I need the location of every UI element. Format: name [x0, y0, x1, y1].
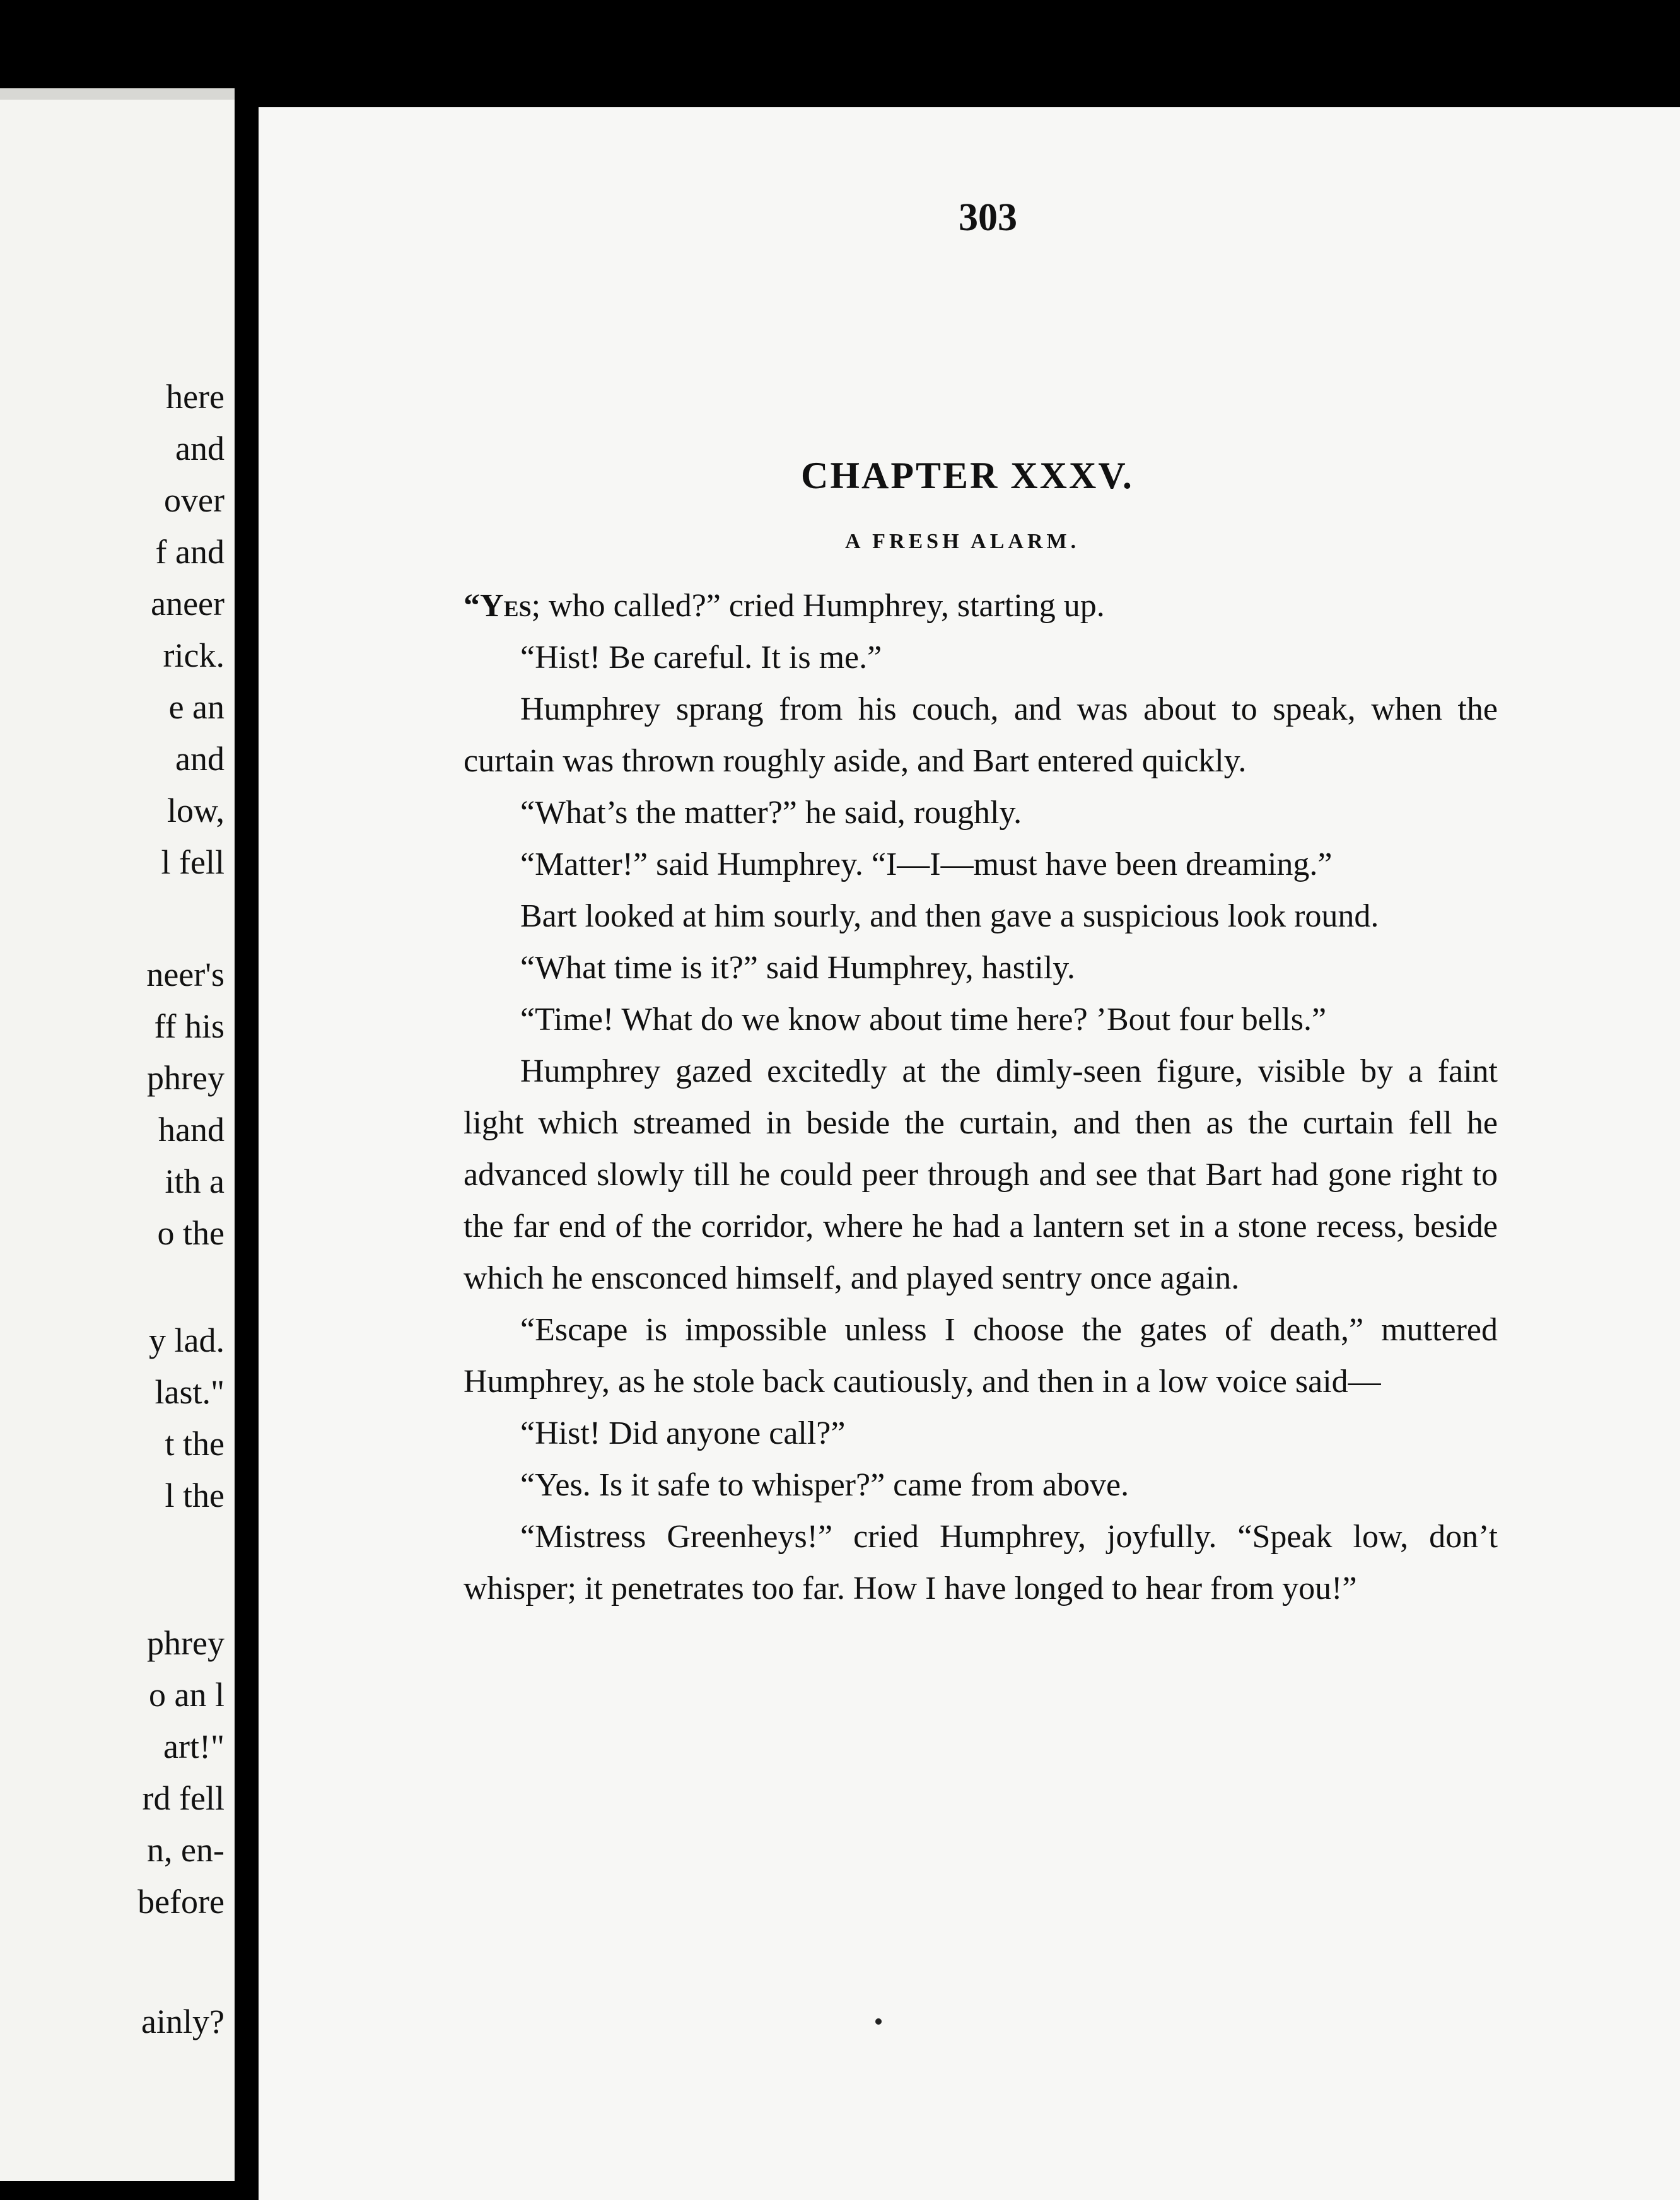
- left-line: o the: [157, 1214, 225, 1252]
- paragraph: [464, 580, 1498, 632]
- paragraph: “Mistress Greenheys!” cried Humphrey, joyfully. “Speak low, don’t whisper; it penetrates too far. How I have longed to hear from you!”: [464, 1519, 1498, 1606]
- paragraph: “Escape is impossible unless I choose the gates of death,” muttered Humphrey, as he stole back cautiously, and then in a low voice said—: [464, 1312, 1498, 1400]
- left-line: low,: [167, 792, 225, 829]
- left-line: art!": [163, 1728, 225, 1765]
- paragraph: “Hist! Did anyone call?”: [520, 1415, 846, 1451]
- paragraph: “Yes. Is it safe to whisper?” came from above.: [520, 1467, 1129, 1503]
- left-line: f and: [155, 533, 225, 571]
- paragraph-text: ; who called?” cried Humphrey, starting up.: [531, 588, 1105, 624]
- left-line: rd fell: [142, 1779, 225, 1817]
- chapter-subtitle: A FRESH ALARM.: [845, 530, 1080, 553]
- book-gutter: [235, 101, 259, 2182]
- paragraph: “Time! What do we know about time here? ’Bout four bells.”: [520, 1002, 1327, 1038]
- left-line: l fell: [161, 843, 225, 881]
- paragraph: Bart looked at him sourly, and then gave a suspicious look round.: [520, 898, 1379, 934]
- paragraph: “Hist! Be careful. It is me.”: [520, 640, 882, 676]
- left-line: aneer: [151, 585, 225, 623]
- left-line: and: [175, 430, 225, 467]
- paragraph-lead: “Yes: [464, 588, 532, 624]
- left-line: phrey: [147, 1624, 225, 1662]
- left-line: t the: [165, 1425, 225, 1463]
- left-line: over: [164, 481, 225, 519]
- paragraph: “What’s the matter?” he said, roughly.: [520, 795, 1022, 831]
- left-line: hand: [158, 1111, 225, 1149]
- paragraph: Humphrey gazed excitedly at the dimly-seen figure, visible by a faint light which streamed in beside the curtain, and then as the curtain fell he advanced slowly till he could peer through and see that Bart had gone right to the far end of the corridor, where he had a lantern set in a stone recess, beside which he ensconced himself, and played sentry once again.: [464, 1053, 1498, 1296]
- left-line: rick.: [163, 636, 225, 674]
- page-number: 303: [959, 196, 1017, 239]
- left-page: [0, 88, 235, 2181]
- left-line: o an l: [149, 1676, 225, 1714]
- left-line: neer's: [146, 956, 225, 993]
- paragraph: “What time is it?” said Humphrey, hastily.: [520, 950, 1075, 986]
- left-line: ff his: [154, 1007, 225, 1045]
- left-line: n, en-: [147, 1831, 225, 1869]
- paragraph: Humphrey sprang from his couch, and was about to speak, when the curtain was thrown roughly aside, and Bart entered quickly.: [464, 691, 1498, 779]
- chapter-body: [464, 580, 1498, 1615]
- left-line: and: [175, 740, 225, 778]
- left-line: ainly?: [141, 2003, 225, 2040]
- left-line: y lad.: [149, 1321, 225, 1359]
- ink-speck: [875, 2018, 882, 2025]
- left-line: last.": [155, 1373, 225, 1411]
- left-line: before: [137, 1883, 225, 1921]
- left-line: phrey: [147, 1059, 225, 1097]
- left-line: e an: [168, 688, 225, 726]
- left-line: l the: [165, 1477, 225, 1514]
- left-line: here: [166, 378, 225, 416]
- paragraph: “Matter!” said Humphrey. “I—I—must have been dreaming.”: [520, 846, 1333, 882]
- chapter-title: CHAPTER XXXV.: [801, 455, 1134, 496]
- left-line: ith a: [165, 1162, 225, 1200]
